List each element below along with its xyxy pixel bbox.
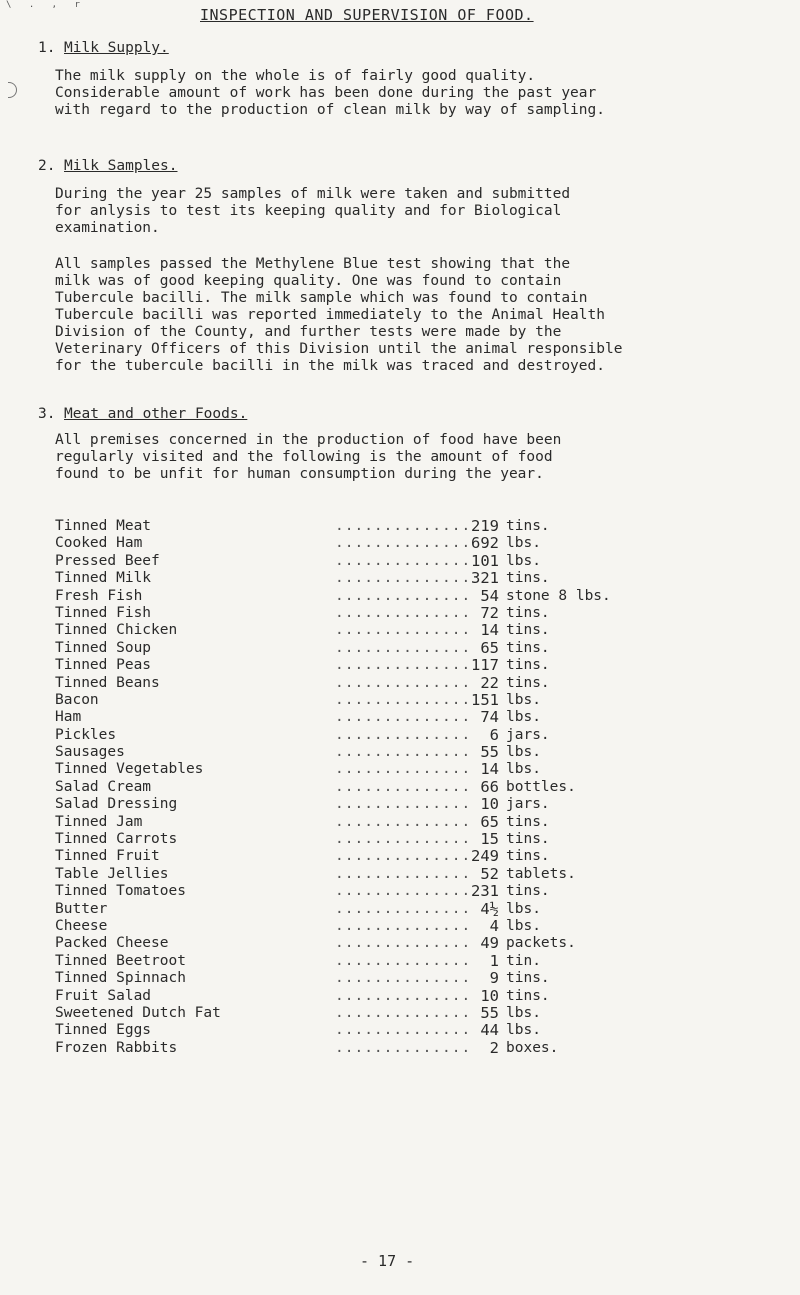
food-item-quantity: 692 xyxy=(471,534,499,553)
food-list-item xyxy=(55,848,775,865)
leader-dots: .............. xyxy=(335,987,472,1004)
leader-dots: .............. xyxy=(335,917,472,934)
food-item-unit: lbs. xyxy=(506,744,541,761)
food-item-name: Bacon xyxy=(55,691,99,708)
food-item-name: Cooked Ham xyxy=(55,535,143,552)
leader-dots: .............. xyxy=(335,1004,472,1021)
food-item-name: Salad Dressing xyxy=(55,796,178,813)
leader-dots: .............. xyxy=(335,970,472,987)
food-item-name: Butter xyxy=(55,900,108,917)
food-list-item xyxy=(55,640,775,657)
leader-dots: .............. xyxy=(335,848,472,865)
food-item-quantity: 219 xyxy=(471,517,499,535)
food-item-name: Sweetened Dutch Fat xyxy=(55,1004,221,1021)
food-list-item xyxy=(55,535,775,552)
leader-dots: .............. xyxy=(335,1022,472,1039)
leader-dots: .............. xyxy=(335,900,472,917)
food-item-quantity: 101 xyxy=(471,551,499,570)
leader-dots: .............. xyxy=(335,935,472,952)
leader-dots: .............. xyxy=(335,657,472,674)
food-list-item xyxy=(55,553,775,570)
food-item-unit: lbs. xyxy=(506,761,541,778)
food-item-unit: lbs. xyxy=(506,900,541,917)
food-item-name: Pressed Beef xyxy=(55,552,160,569)
food-item-unit: tin. xyxy=(506,952,541,969)
food-item-name: Fruit Salad xyxy=(55,987,152,1004)
food-item-unit: lbs. xyxy=(506,709,541,726)
food-item-unit: tins. xyxy=(506,639,550,656)
section-number: 1. xyxy=(38,40,56,56)
food-item-name: Tinned Spinnach xyxy=(55,970,186,987)
food-list-item xyxy=(55,692,775,709)
food-item-unit: tins. xyxy=(506,570,550,587)
food-list-item xyxy=(55,779,775,796)
food-list-item xyxy=(55,622,775,639)
food-item-name: Tinned Beetroot xyxy=(55,952,186,969)
leader-dots: .............. xyxy=(335,709,472,726)
food-item-name: Tinned Jam xyxy=(55,813,143,830)
food-list-item xyxy=(55,883,775,900)
food-item-name: Table Jellies xyxy=(55,865,169,882)
food-list-item xyxy=(55,518,775,535)
leader-dots: .............. xyxy=(335,622,472,639)
food-item-name: Tinned Milk xyxy=(55,570,152,587)
food-item-unit: boxes. xyxy=(506,1039,559,1056)
corner-marks: \ . , r xyxy=(6,0,86,10)
food-item-name: Pickles xyxy=(55,726,117,743)
food-item-unit: tins. xyxy=(506,604,550,621)
food-item-unit: tins. xyxy=(506,848,550,865)
food-list-item xyxy=(55,709,775,726)
food-item-quantity: 15 xyxy=(480,830,499,849)
food-list-item xyxy=(55,1022,775,1039)
unfit-food-list xyxy=(55,518,775,1057)
section-paragraph: The milk supply on the whole is of fairly good quality. Considerable amount of work has been done during the past year with regard to the production of clean milk by way of sampling. xyxy=(55,68,605,118)
food-list-item xyxy=(55,970,775,987)
food-item-name: Cheese xyxy=(55,917,108,934)
section-paragraph: During the year 25 samples of milk were taken and submitted for anlysis to test its keeping quality and for Biological examination. xyxy=(55,186,571,236)
food-item-quantity: 66 xyxy=(480,777,499,796)
food-item-name: Frozen Rabbits xyxy=(55,1039,178,1056)
leader-dots: .............. xyxy=(335,744,472,761)
food-list-item xyxy=(55,953,775,970)
food-list-item xyxy=(55,605,775,622)
food-item-unit: lbs. xyxy=(506,1004,541,1021)
leader-dots: .............. xyxy=(335,761,472,778)
food-item-quantity: 49 xyxy=(480,934,499,953)
food-item-quantity: 22 xyxy=(480,673,499,692)
food-item-unit: tablets. xyxy=(506,865,576,882)
food-list-item xyxy=(55,1040,775,1057)
food-list-item xyxy=(55,657,775,674)
leader-dots: .............. xyxy=(335,831,472,848)
food-item-unit: packets. xyxy=(506,935,576,952)
section-title: Milk Samples. xyxy=(64,158,178,174)
leader-dots: .............. xyxy=(335,674,472,691)
leader-dots: .............. xyxy=(335,726,472,743)
section-title: Meat and other Foods. xyxy=(64,406,248,422)
food-item-quantity: 321 xyxy=(471,569,499,588)
food-item-unit: lbs. xyxy=(506,535,541,552)
food-item-quantity: 117 xyxy=(471,656,499,675)
food-item-name: Ham xyxy=(55,709,82,726)
food-item-unit: tins. xyxy=(506,883,550,900)
food-item-quantity: 52 xyxy=(480,864,499,883)
page-title: INSPECTION AND SUPERVISION OF FOOD. xyxy=(200,6,534,24)
food-item-quantity: 6 xyxy=(489,725,499,744)
food-item-name: Packed Cheese xyxy=(55,935,169,952)
food-item-unit: jars. xyxy=(506,796,550,813)
food-item-quantity: 4½ xyxy=(480,899,499,918)
food-item-name: Tinned Eggs xyxy=(55,1022,152,1039)
food-item-quantity: 74 xyxy=(480,708,499,727)
section-heading-meat-and-other-foods xyxy=(38,406,247,422)
food-item-unit: stone 8 lbs. xyxy=(506,587,611,604)
food-item-quantity: 55 xyxy=(480,1003,499,1022)
leader-dots: .............. xyxy=(335,865,472,882)
food-list-item xyxy=(55,918,775,935)
food-item-name: Tinned Meat xyxy=(55,518,152,534)
food-list-item xyxy=(55,761,775,778)
leader-dots: .............. xyxy=(335,1039,472,1056)
food-item-unit: tins. xyxy=(506,987,550,1004)
food-item-quantity: 54 xyxy=(480,586,499,605)
food-item-unit: bottles. xyxy=(506,778,576,795)
food-item-name: Tinned Vegetables xyxy=(55,761,204,778)
food-item-quantity: 9 xyxy=(489,969,499,988)
leader-dots: .............. xyxy=(335,570,472,587)
leader-dots: .............. xyxy=(335,587,472,604)
food-item-name: Tinned Fruit xyxy=(55,848,160,865)
food-list-item xyxy=(55,727,775,744)
margin-bracket-mark xyxy=(8,82,17,98)
section-heading-milk-samples xyxy=(38,158,178,174)
food-list-item xyxy=(55,901,775,918)
food-item-quantity: 65 xyxy=(480,812,499,831)
food-list-item xyxy=(55,744,775,761)
leader-dots: .............. xyxy=(335,518,472,534)
food-item-unit: lbs. xyxy=(506,552,541,569)
leader-dots: .............. xyxy=(335,535,472,552)
leader-dots: .............. xyxy=(335,796,472,813)
food-list-item xyxy=(55,988,775,1005)
section-title: Milk Supply. xyxy=(64,40,169,56)
food-item-quantity: 2 xyxy=(489,1038,499,1057)
section-paragraph: All premises concerned in the production of food have been regularly visited and the following is the amount of food found to be unfit for human consumption during the year. xyxy=(55,432,562,482)
food-item-name: Fresh Fish xyxy=(55,587,143,604)
leader-dots: .............. xyxy=(335,813,472,830)
food-item-quantity: 14 xyxy=(480,621,499,640)
food-list-item xyxy=(55,675,775,692)
food-list-item xyxy=(55,588,775,605)
food-item-unit: lbs. xyxy=(506,917,541,934)
food-item-quantity: 10 xyxy=(480,986,499,1005)
food-list-item xyxy=(55,796,775,813)
page-number: - 17 - xyxy=(360,1252,415,1270)
section-number: 3. xyxy=(38,406,56,422)
food-list-item xyxy=(55,831,775,848)
food-item-unit: tins. xyxy=(506,813,550,830)
food-list-item xyxy=(55,1005,775,1022)
food-item-name: Tinned Chicken xyxy=(55,622,178,639)
leader-dots: .............. xyxy=(335,883,472,900)
food-item-name: Tinned Carrots xyxy=(55,831,178,848)
food-item-quantity: 151 xyxy=(471,690,499,709)
food-item-unit: lbs. xyxy=(506,1022,541,1039)
food-item-name: Tinned Tomatoes xyxy=(55,883,186,900)
section-number: 2. xyxy=(38,158,56,174)
food-item-quantity: 65 xyxy=(480,638,499,657)
food-list-item xyxy=(55,570,775,587)
leader-dots: .............. xyxy=(335,691,472,708)
food-list-item xyxy=(55,814,775,831)
food-item-unit: tins. xyxy=(506,831,550,848)
food-item-name: Tinned Peas xyxy=(55,657,152,674)
food-list-item xyxy=(55,866,775,883)
food-item-unit: jars. xyxy=(506,726,550,743)
food-item-quantity: 14 xyxy=(480,760,499,779)
food-item-quantity: 44 xyxy=(480,1021,499,1040)
leader-dots: .............. xyxy=(335,639,472,656)
food-item-name: Salad Cream xyxy=(55,778,152,795)
leader-dots: .............. xyxy=(335,552,472,569)
food-item-name: Tinned Soup xyxy=(55,639,152,656)
food-item-quantity: 72 xyxy=(480,603,499,622)
food-item-name: Tinned Fish xyxy=(55,604,152,621)
section-paragraph: All samples passed the Methylene Blue test showing that the milk was of good keeping quality. One was found to contain Tubercule bacilli. The milk sample which was found to contain Tubercule bacilli was reported immediately to the Animal Health Division of the County, and further tests were made by the Veterinary Officers of this Division until the animal responsible for the tubercule bacilli in the milk was traced and destroyed. xyxy=(55,256,623,374)
food-item-unit: lbs. xyxy=(506,691,541,708)
food-item-quantity: 55 xyxy=(480,743,499,762)
food-item-quantity: 4 xyxy=(489,916,499,935)
leader-dots: .............. xyxy=(335,778,472,795)
food-item-unit: tins. xyxy=(506,622,550,639)
food-item-unit: tins. xyxy=(506,970,550,987)
food-item-name: Sausages xyxy=(55,744,125,761)
food-item-quantity: 1 xyxy=(489,951,499,970)
food-item-unit: tins. xyxy=(506,518,550,534)
section-heading-milk-supply xyxy=(38,40,169,56)
food-item-unit: tins. xyxy=(506,657,550,674)
food-item-unit: tins. xyxy=(506,674,550,691)
leader-dots: .............. xyxy=(335,952,472,969)
food-list-item xyxy=(55,935,775,952)
food-item-name: Tinned Beans xyxy=(55,674,160,691)
food-item-quantity: 231 xyxy=(471,882,499,901)
food-item-quantity: 249 xyxy=(471,847,499,866)
leader-dots: .............. xyxy=(335,604,472,621)
food-item-quantity: 10 xyxy=(480,795,499,814)
